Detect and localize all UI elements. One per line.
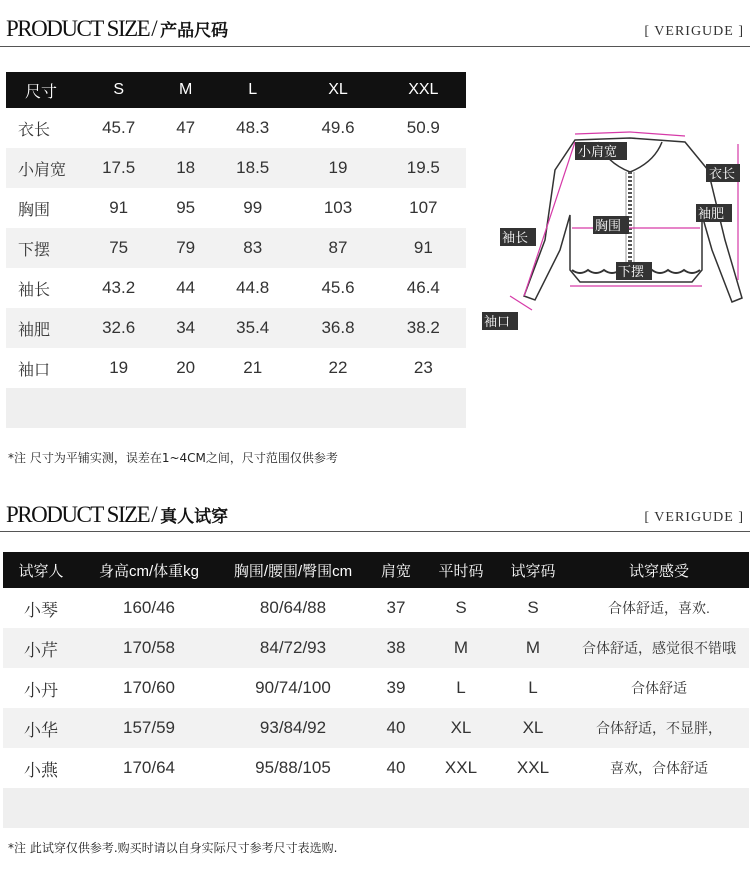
fit-note: *注 此试穿仅供参考.购买时请以自身实际尺寸参考尺寸表选购.: [8, 841, 338, 855]
cell: 87: [295, 228, 380, 268]
table-row: [3, 668, 749, 708]
cell: 小燕: [24, 760, 58, 780]
cell: 袖口: [18, 361, 51, 379]
cell: 91: [109, 198, 129, 217]
header-cell: L: [210, 72, 295, 108]
fit-table: [3, 552, 749, 828]
cell: 18.5: [210, 148, 295, 188]
header-cell: 试穿人: [3, 552, 79, 588]
cell: 170/60: [123, 678, 175, 697]
cell: 衣长: [18, 121, 51, 139]
cell: 40: [386, 758, 406, 777]
table-row: [3, 628, 749, 668]
cell: M: [497, 628, 569, 668]
cell: 19.5: [381, 148, 466, 188]
cell: 103: [323, 198, 353, 217]
cell: 34: [161, 308, 210, 348]
header-cell: 尺寸: [6, 72, 76, 108]
title-main: PRODUCT SIZE: [6, 502, 150, 527]
label-bicep-text: 袖肥: [698, 207, 725, 222]
cell: 83: [210, 228, 295, 268]
cell: XXL: [516, 758, 550, 777]
label-chest-text: 胸围: [595, 219, 622, 234]
cell: 46.4: [406, 278, 440, 297]
cell: 47: [176, 118, 196, 137]
label-bicep: [696, 204, 732, 222]
table-row: [3, 588, 749, 628]
size-note: *注 尺寸为平铺实测，误差在1~4CM之间，尺寸范围仅供参考: [8, 451, 338, 465]
cell: 袖长: [18, 281, 51, 299]
cell: 19: [109, 358, 129, 377]
cell: L: [528, 678, 538, 697]
table-row: [3, 708, 749, 748]
header-cell: 肩宽: [367, 552, 425, 588]
label-cuff-text: 袖口: [484, 315, 511, 330]
garment-diagram: [480, 120, 750, 340]
table-row: [6, 188, 466, 228]
cell: 48.3: [236, 118, 270, 137]
label-sleeve: [500, 228, 536, 246]
cell: 99: [243, 198, 263, 217]
table-row: [3, 748, 749, 788]
table-row: [6, 148, 466, 188]
cell: 小琴: [24, 600, 58, 620]
cell: 44: [176, 278, 196, 297]
cell: 19: [295, 148, 380, 188]
label-hem: [616, 262, 652, 280]
cell: 75: [76, 228, 161, 268]
header-cell: S: [76, 72, 161, 108]
title-slash: /: [151, 502, 157, 527]
cell: 35.4: [210, 308, 295, 348]
cell: 21: [243, 358, 263, 377]
cell: 91: [381, 228, 466, 268]
cell: 喜欢，合体舒适: [610, 760, 708, 776]
cell: 45.7: [102, 118, 136, 137]
label-length: [706, 164, 740, 182]
table-row: [6, 348, 466, 388]
size-table: [6, 72, 466, 428]
cell: 79: [161, 228, 210, 268]
cell: 小肩宽: [6, 148, 76, 188]
cell: 胸围: [18, 201, 51, 219]
label-shoulder-text: 小肩宽: [578, 145, 618, 160]
cell: 合体舒适，感觉很不错哦: [569, 628, 749, 668]
cell: 合体舒适，不显胖，: [569, 708, 749, 748]
table-row: [6, 108, 466, 148]
cell: S: [455, 598, 467, 617]
brand-label: [ VERIGUDE ]: [644, 24, 744, 39]
cell: 44.8: [236, 278, 270, 297]
cell: 袖肥: [6, 308, 76, 348]
cell: XXL: [444, 758, 478, 777]
cell: 下摆: [6, 228, 76, 268]
cell: 39: [386, 678, 406, 697]
cell: 36.8: [295, 308, 380, 348]
fit-table-header: [3, 552, 749, 588]
cell: XL: [497, 708, 569, 748]
header-cell: 试穿码: [497, 552, 569, 588]
cell: 160/46: [123, 598, 175, 617]
cell: 49.6: [321, 118, 355, 137]
brand-label: [ VERIGUDE ]: [644, 510, 744, 525]
label-chest: [593, 216, 629, 234]
label-cuff: [482, 312, 518, 330]
header-cell: XXL: [381, 72, 466, 108]
cell: S: [527, 598, 539, 617]
cell: L: [456, 678, 466, 697]
cell: 90/74/100: [255, 678, 331, 697]
label-shoulder: [575, 142, 627, 160]
cell: 107: [409, 198, 438, 217]
title-main: PRODUCT SIZE: [6, 16, 150, 41]
header-cell: 试穿感受: [569, 552, 749, 588]
cell: 38: [367, 628, 425, 668]
cell: XL: [425, 708, 497, 748]
cell: 43.2: [102, 278, 136, 297]
title-slash: /: [151, 16, 157, 41]
blank-row: [3, 788, 749, 828]
cell: 37: [386, 598, 406, 617]
cell: 84/72/93: [219, 628, 367, 668]
header-cell: XL: [295, 72, 380, 108]
cell: 32.6: [76, 308, 161, 348]
header-cell: 胸围/腰围/臀围cm: [219, 552, 367, 588]
cell: 157/59: [79, 708, 219, 748]
cell: 20: [176, 358, 196, 377]
cell: 合体舒适: [631, 680, 687, 696]
cell: 95/88/105: [255, 758, 331, 777]
cell: 170/58: [79, 628, 219, 668]
cell: 小丹: [24, 680, 58, 700]
cell: 80/64/88: [259, 598, 327, 617]
cell: 170/64: [123, 758, 175, 777]
size-table-header: [6, 72, 466, 108]
divider: [0, 531, 750, 532]
title-sub: 真人试穿: [160, 507, 229, 527]
label-sleeve-text: 袖长: [502, 231, 529, 246]
blank-row: [6, 388, 466, 428]
table-row: [6, 268, 466, 308]
cell: 40: [367, 708, 425, 748]
cell: 50.9: [406, 118, 440, 137]
cell: 小华: [3, 708, 79, 748]
cell: 93/84/92: [219, 708, 367, 748]
cell: M: [425, 628, 497, 668]
cell: 18: [161, 148, 210, 188]
cell: 23: [413, 358, 433, 377]
title-sub: 产品尺码: [160, 21, 229, 41]
label-hem-text: 下摆: [618, 265, 645, 280]
header-cell: M: [161, 72, 210, 108]
divider: [0, 46, 750, 47]
cell: 合体舒适，喜欢.: [608, 600, 710, 616]
cell: 17.5: [76, 148, 161, 188]
table-row: [6, 228, 466, 268]
header-cell: 身高cm/体重kg: [79, 552, 219, 588]
section-title-fit: [6, 502, 228, 532]
table-row: [6, 308, 466, 348]
cell: 22: [328, 358, 348, 377]
label-length-text: 衣长: [709, 167, 736, 182]
header-cell: 平时码: [425, 552, 497, 588]
cell: 95: [176, 198, 196, 217]
section-title-product-size: [6, 16, 228, 46]
cell: 38.2: [381, 308, 466, 348]
cell: 小芹: [3, 628, 79, 668]
cell: 45.6: [321, 278, 355, 297]
